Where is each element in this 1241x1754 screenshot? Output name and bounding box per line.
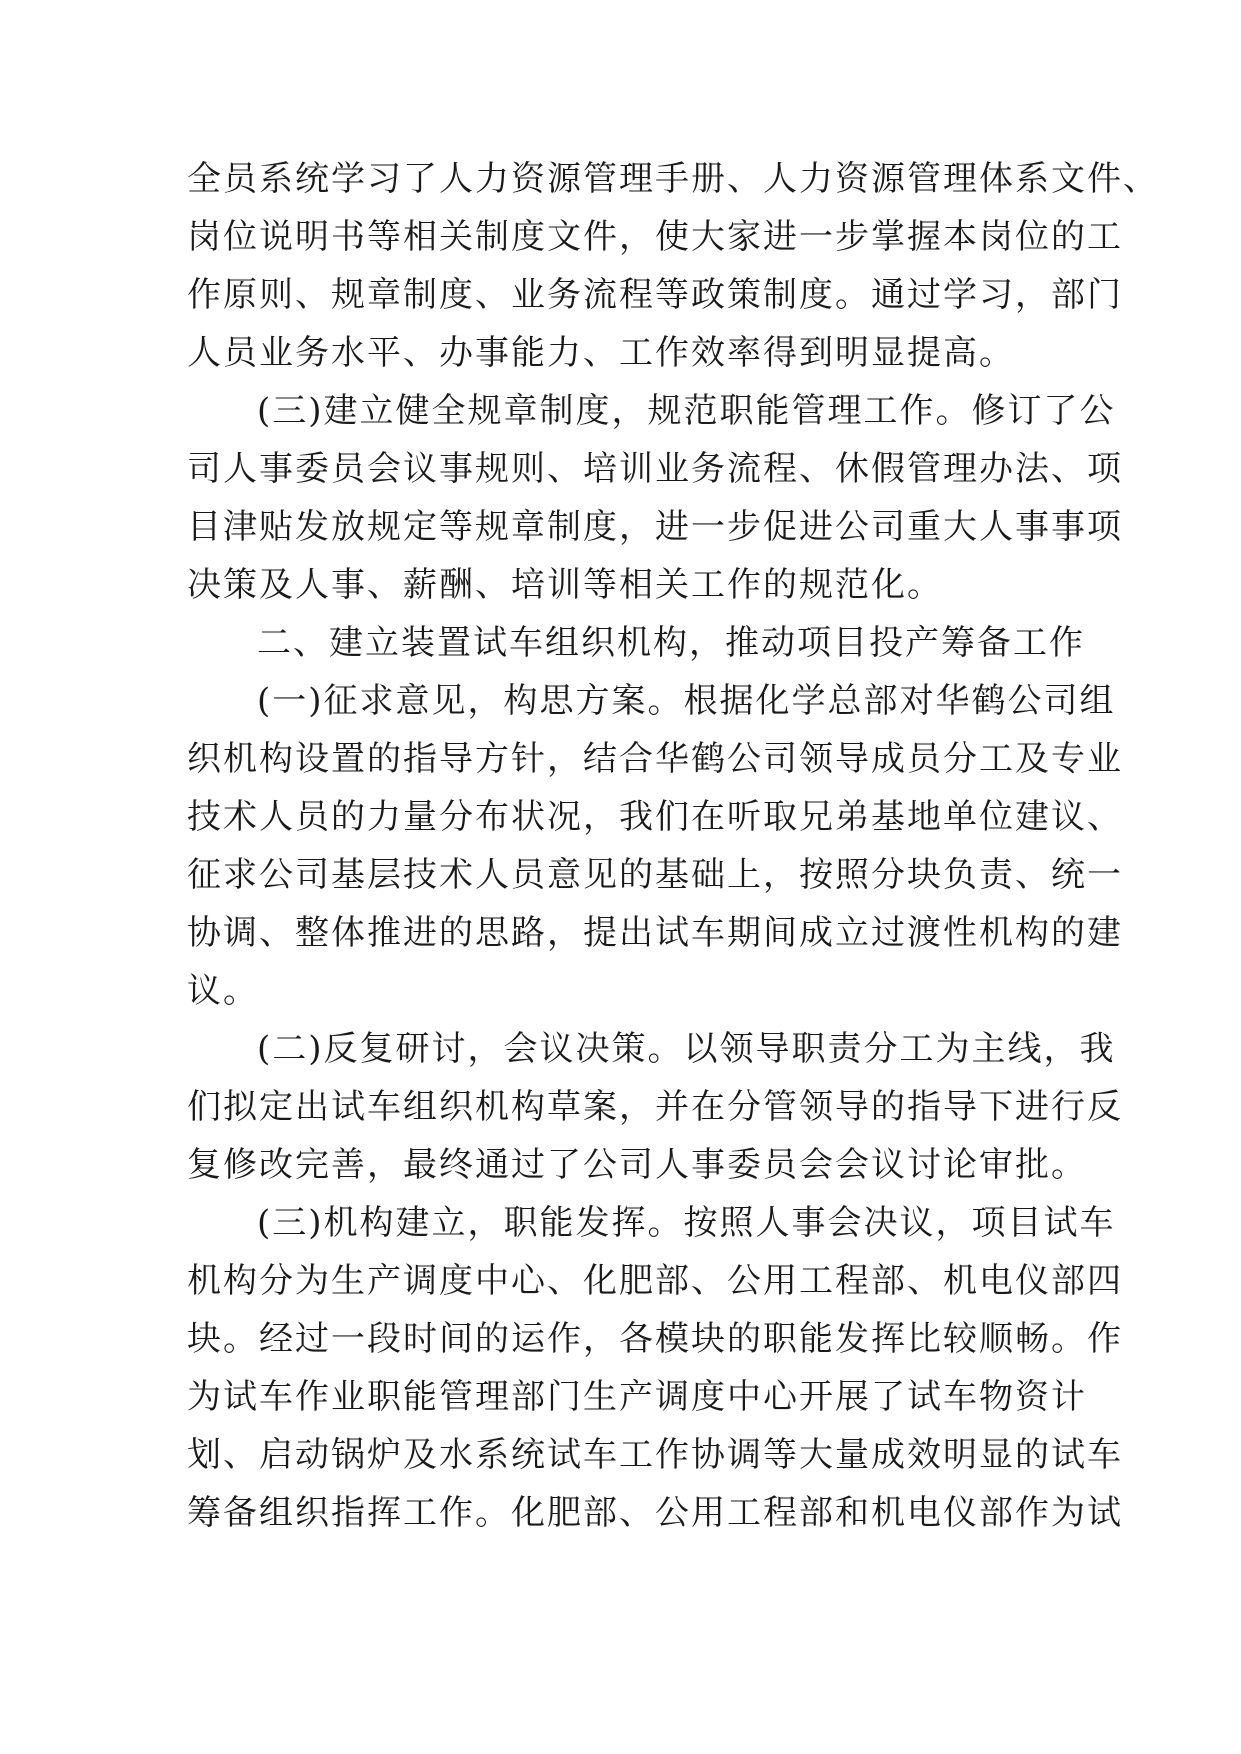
paragraph-heading-line: (一)征求意见，构思方案。根据化学总部对华鹤公司组	[257, 681, 1116, 721]
text-line: 们拟定出试车组织机构草案，并在分管领导的指导下进行反	[187, 1087, 1123, 1127]
paragraph-heading-line: (二)反复研讨，会议决策。以领导职责分工为主线，我	[257, 1029, 1116, 1069]
text-line: 决策及人事、薪酬、培训等相关工作的规范化。	[187, 565, 943, 605]
text-line: 议。	[187, 971, 259, 1011]
text-line: 划、启动锅炉及水系统试车工作协调等大量成效明显的试车	[187, 1435, 1123, 1475]
paragraph-heading-line: (三)机构建立，职能发挥。按照人事会决议，项目试车	[257, 1203, 1116, 1243]
section-heading-line: 二、建立装置试车组织机构，推动项目投产筹备工作	[257, 623, 1085, 663]
text-line: 块。经过一段时间的运作，各模块的职能发挥比较顺畅。作	[187, 1319, 1123, 1359]
text-line: 司人事委员会议事规则、培训业务流程、休假管理办法、项	[187, 449, 1123, 489]
text-line: 筹备组织指挥工作。化肥部、公用工程部和机电仪部作为试	[187, 1493, 1123, 1533]
text-line: 复修改完善，最终通过了公司人事委员会会议讨论审批。	[187, 1145, 1087, 1185]
text-line: 作原则、规章制度、业务流程等政策制度。通过学习，部门	[187, 275, 1123, 315]
text-line: 协调、整体推进的思路，提出试车期间成立过渡性机构的建	[187, 913, 1123, 953]
text-line: 为试车作业职能管理部门生产调度中心开展了试车物资计	[187, 1377, 1087, 1417]
text-line: 岗位说明书等相关制度文件，使大家进一步掌握本岗位的工	[187, 217, 1123, 257]
text-line: 技术人员的力量分布状况，我们在听取兄弟基地单位建议、	[187, 797, 1123, 837]
text-line: 目津贴发放规定等规章制度，进一步促进公司重大人事事项	[187, 507, 1123, 547]
text-line: 人员业务水平、办事能力、工作效率得到明显提高。	[187, 333, 1015, 373]
text-line: 织机构设置的指导方针，结合华鹤公司领导成员分工及专业	[187, 739, 1123, 779]
paragraph-heading-line: (三)建立健全规章制度，规范职能管理工作。修订了公	[257, 391, 1116, 431]
document-body	[187, 150, 1159, 1542]
text-line: 机构分为生产调度中心、化肥部、公用工程部、机电仪部四	[187, 1261, 1123, 1301]
text-line: 征求公司基层技术人员意见的基础上，按照分块负责、统一	[187, 855, 1123, 895]
text-line: 全员系统学习了人力资源管理手册、人力资源管理体系文件、	[187, 159, 1159, 199]
